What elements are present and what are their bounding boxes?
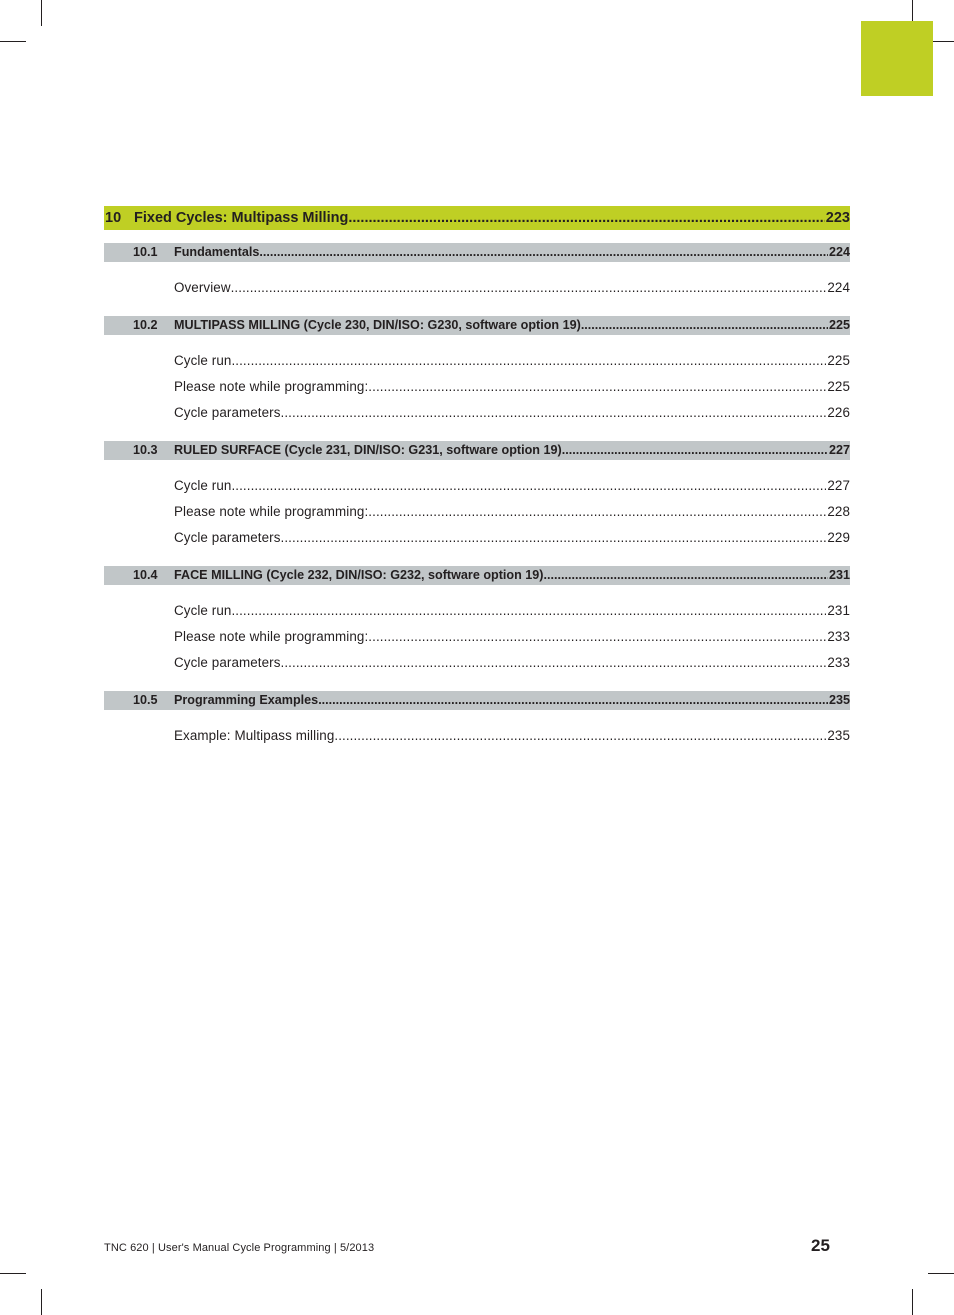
leader-dots (259, 243, 828, 262)
entry-page: 227 (827, 478, 850, 493)
section-number: 10.2 (133, 318, 158, 332)
section-page: 227 (828, 443, 850, 457)
entry-page: 233 (827, 655, 850, 670)
entry-title: Cycle parameters (174, 405, 281, 420)
toc-entry[interactable] (104, 278, 850, 298)
entry-page: 235 (827, 728, 850, 743)
toc-entry[interactable] (104, 403, 850, 423)
toc-entry[interactable] (104, 528, 850, 548)
crop-mark (912, 1289, 913, 1315)
toc-entry[interactable] (104, 726, 850, 746)
leader-dots (281, 403, 827, 423)
leader-dots (544, 566, 828, 585)
entry-title: Example: Multipass milling (174, 728, 335, 743)
entry-title: Please note while programming: (174, 504, 369, 519)
footer-text: TNC 620 | User's Manual Cycle Programming | 5/2013 (104, 1242, 375, 1254)
entry-title: Please note while programming: (174, 629, 369, 644)
section-page: 224 (828, 245, 850, 259)
entry-page: 226 (827, 405, 850, 420)
leader-dots (231, 601, 826, 621)
chapter-page: 223 (825, 210, 850, 226)
entry-title: Cycle parameters (174, 655, 281, 670)
chapter-heading[interactable] (104, 206, 850, 230)
entry-page: 231 (827, 603, 850, 618)
leader-dots (231, 351, 826, 371)
leader-dots (562, 441, 828, 460)
entry-page: 233 (827, 629, 850, 644)
entry-title: Cycle parameters (174, 530, 281, 545)
section-heading[interactable] (104, 566, 850, 585)
entry-title: Overview (174, 280, 231, 295)
leader-dots (231, 476, 826, 496)
section-number: 10.3 (133, 443, 158, 457)
entry-title: Cycle run (174, 603, 232, 618)
entry-page: 229 (827, 530, 850, 545)
toc-entry[interactable] (104, 601, 850, 621)
entry-page: 228 (827, 504, 850, 519)
section-number: 10.5 (133, 693, 158, 707)
leader-dots (348, 206, 824, 230)
leader-dots (231, 278, 827, 298)
section-number: 10.1 (133, 245, 158, 259)
section-title: Programming Examples (174, 693, 319, 707)
entry-title: Please note while programming: (174, 379, 369, 394)
section-heading[interactable] (104, 243, 850, 262)
crop-mark (0, 41, 26, 42)
entry-page: 225 (827, 379, 850, 394)
leader-dots (318, 691, 828, 710)
leader-dots (581, 316, 828, 335)
section-title: Fundamentals (174, 245, 260, 259)
leader-dots (368, 627, 826, 647)
section-title: FACE MILLING (Cycle 232, DIN/ISO: G232, software option 19) (174, 568, 544, 582)
entry-title: Cycle run (174, 478, 232, 493)
leader-dots (334, 726, 826, 746)
crop-mark (41, 0, 42, 26)
chapter-tab (861, 21, 933, 96)
section-page: 231 (828, 568, 850, 582)
leader-dots (281, 653, 827, 673)
section-page: 225 (828, 318, 850, 332)
toc-entry[interactable] (104, 653, 850, 673)
section-title: RULED SURFACE (Cycle 231, DIN/ISO: G231, software option 19) (174, 443, 562, 457)
section-heading[interactable] (104, 316, 850, 335)
entry-page: 225 (827, 353, 850, 368)
entry-page: 224 (827, 280, 850, 295)
crop-mark (928, 1273, 954, 1274)
section-heading[interactable] (104, 691, 850, 710)
leader-dots (368, 502, 826, 522)
page-number: 25 (811, 1236, 830, 1255)
section-page: 235 (828, 693, 850, 707)
toc-entry[interactable] (104, 351, 850, 371)
section-heading[interactable] (104, 441, 850, 460)
chapter-title: Fixed Cycles: Multipass Milling (134, 210, 349, 226)
crop-mark (0, 1273, 26, 1274)
toc-entry[interactable] (104, 502, 850, 522)
section-number: 10.4 (133, 568, 158, 582)
toc-entry[interactable] (104, 476, 850, 496)
entry-title: Cycle run (174, 353, 232, 368)
section-title: MULTIPASS MILLING (Cycle 230, DIN/ISO: G230, software option 19) (174, 318, 581, 332)
chapter-number: 10 (105, 210, 122, 226)
toc-entry[interactable] (104, 627, 850, 647)
leader-dots (368, 377, 826, 397)
toc-entry[interactable] (104, 377, 850, 397)
crop-mark (41, 1289, 42, 1315)
leader-dots (281, 528, 827, 548)
